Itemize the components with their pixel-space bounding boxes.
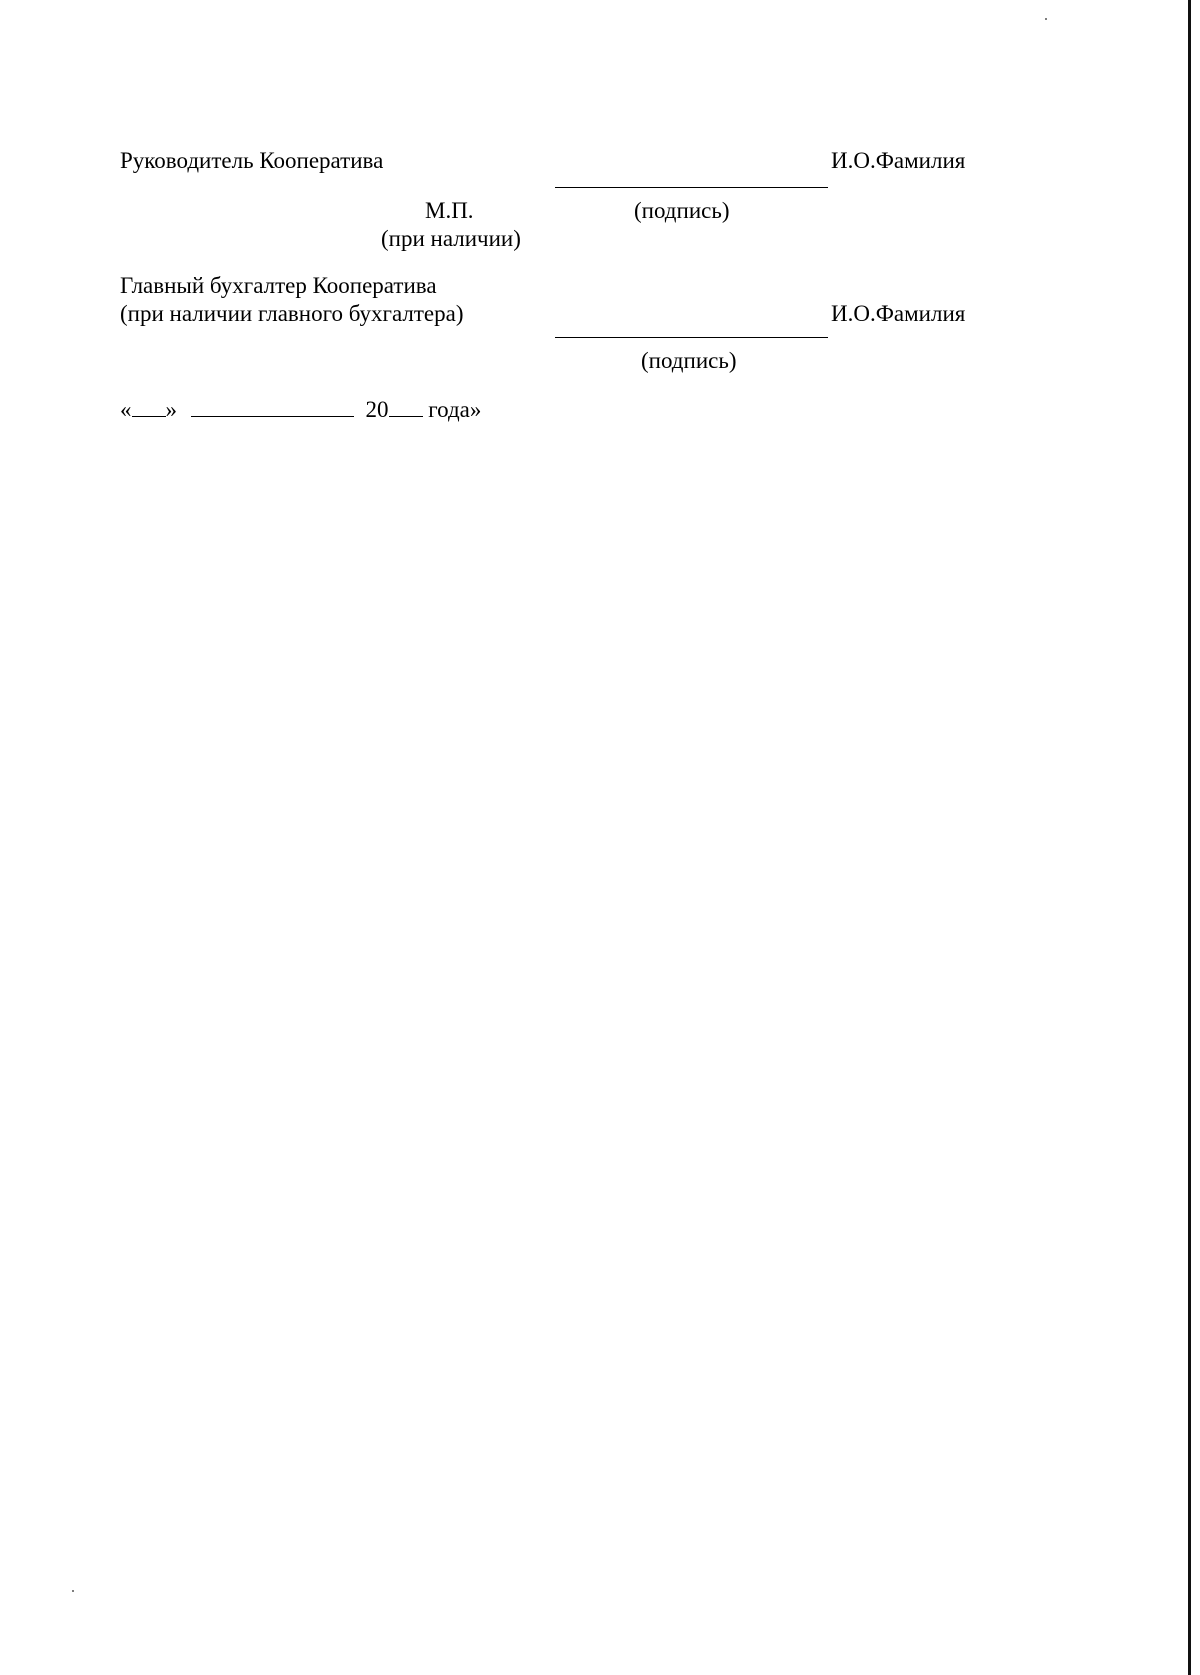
scan-speck (72, 1590, 74, 1592)
stamp-label: М.П. (425, 198, 474, 223)
accountant-role-note: (при наличии главного бухгалтера) (120, 301, 464, 326)
day-blank (132, 396, 166, 417)
date-century: 20 (365, 397, 389, 422)
month-blank (191, 396, 354, 417)
date-line (120, 396, 481, 424)
head-name: И.О.Фамилия (831, 148, 966, 173)
accountant-name: И.О.Фамилия (831, 301, 966, 326)
date-open-quote: « (120, 397, 132, 422)
date-suffix: года» (428, 397, 482, 422)
accountant-signature-line (555, 337, 828, 338)
scan-speck (1045, 18, 1047, 20)
scan-edge-line (1188, 0, 1191, 1675)
stamp-note: (при наличии) (381, 226, 521, 251)
head-signature-caption: (подпись) (634, 198, 730, 223)
year-blank (389, 396, 423, 417)
date-close-quote: » (165, 397, 177, 422)
accountant-role-label: Главный бухгалтер Кооператива (120, 273, 437, 298)
head-role-label: Руководитель Кооператива (120, 148, 384, 173)
head-signature-line (555, 187, 828, 188)
accountant-signature-caption: (подпись) (641, 348, 737, 373)
